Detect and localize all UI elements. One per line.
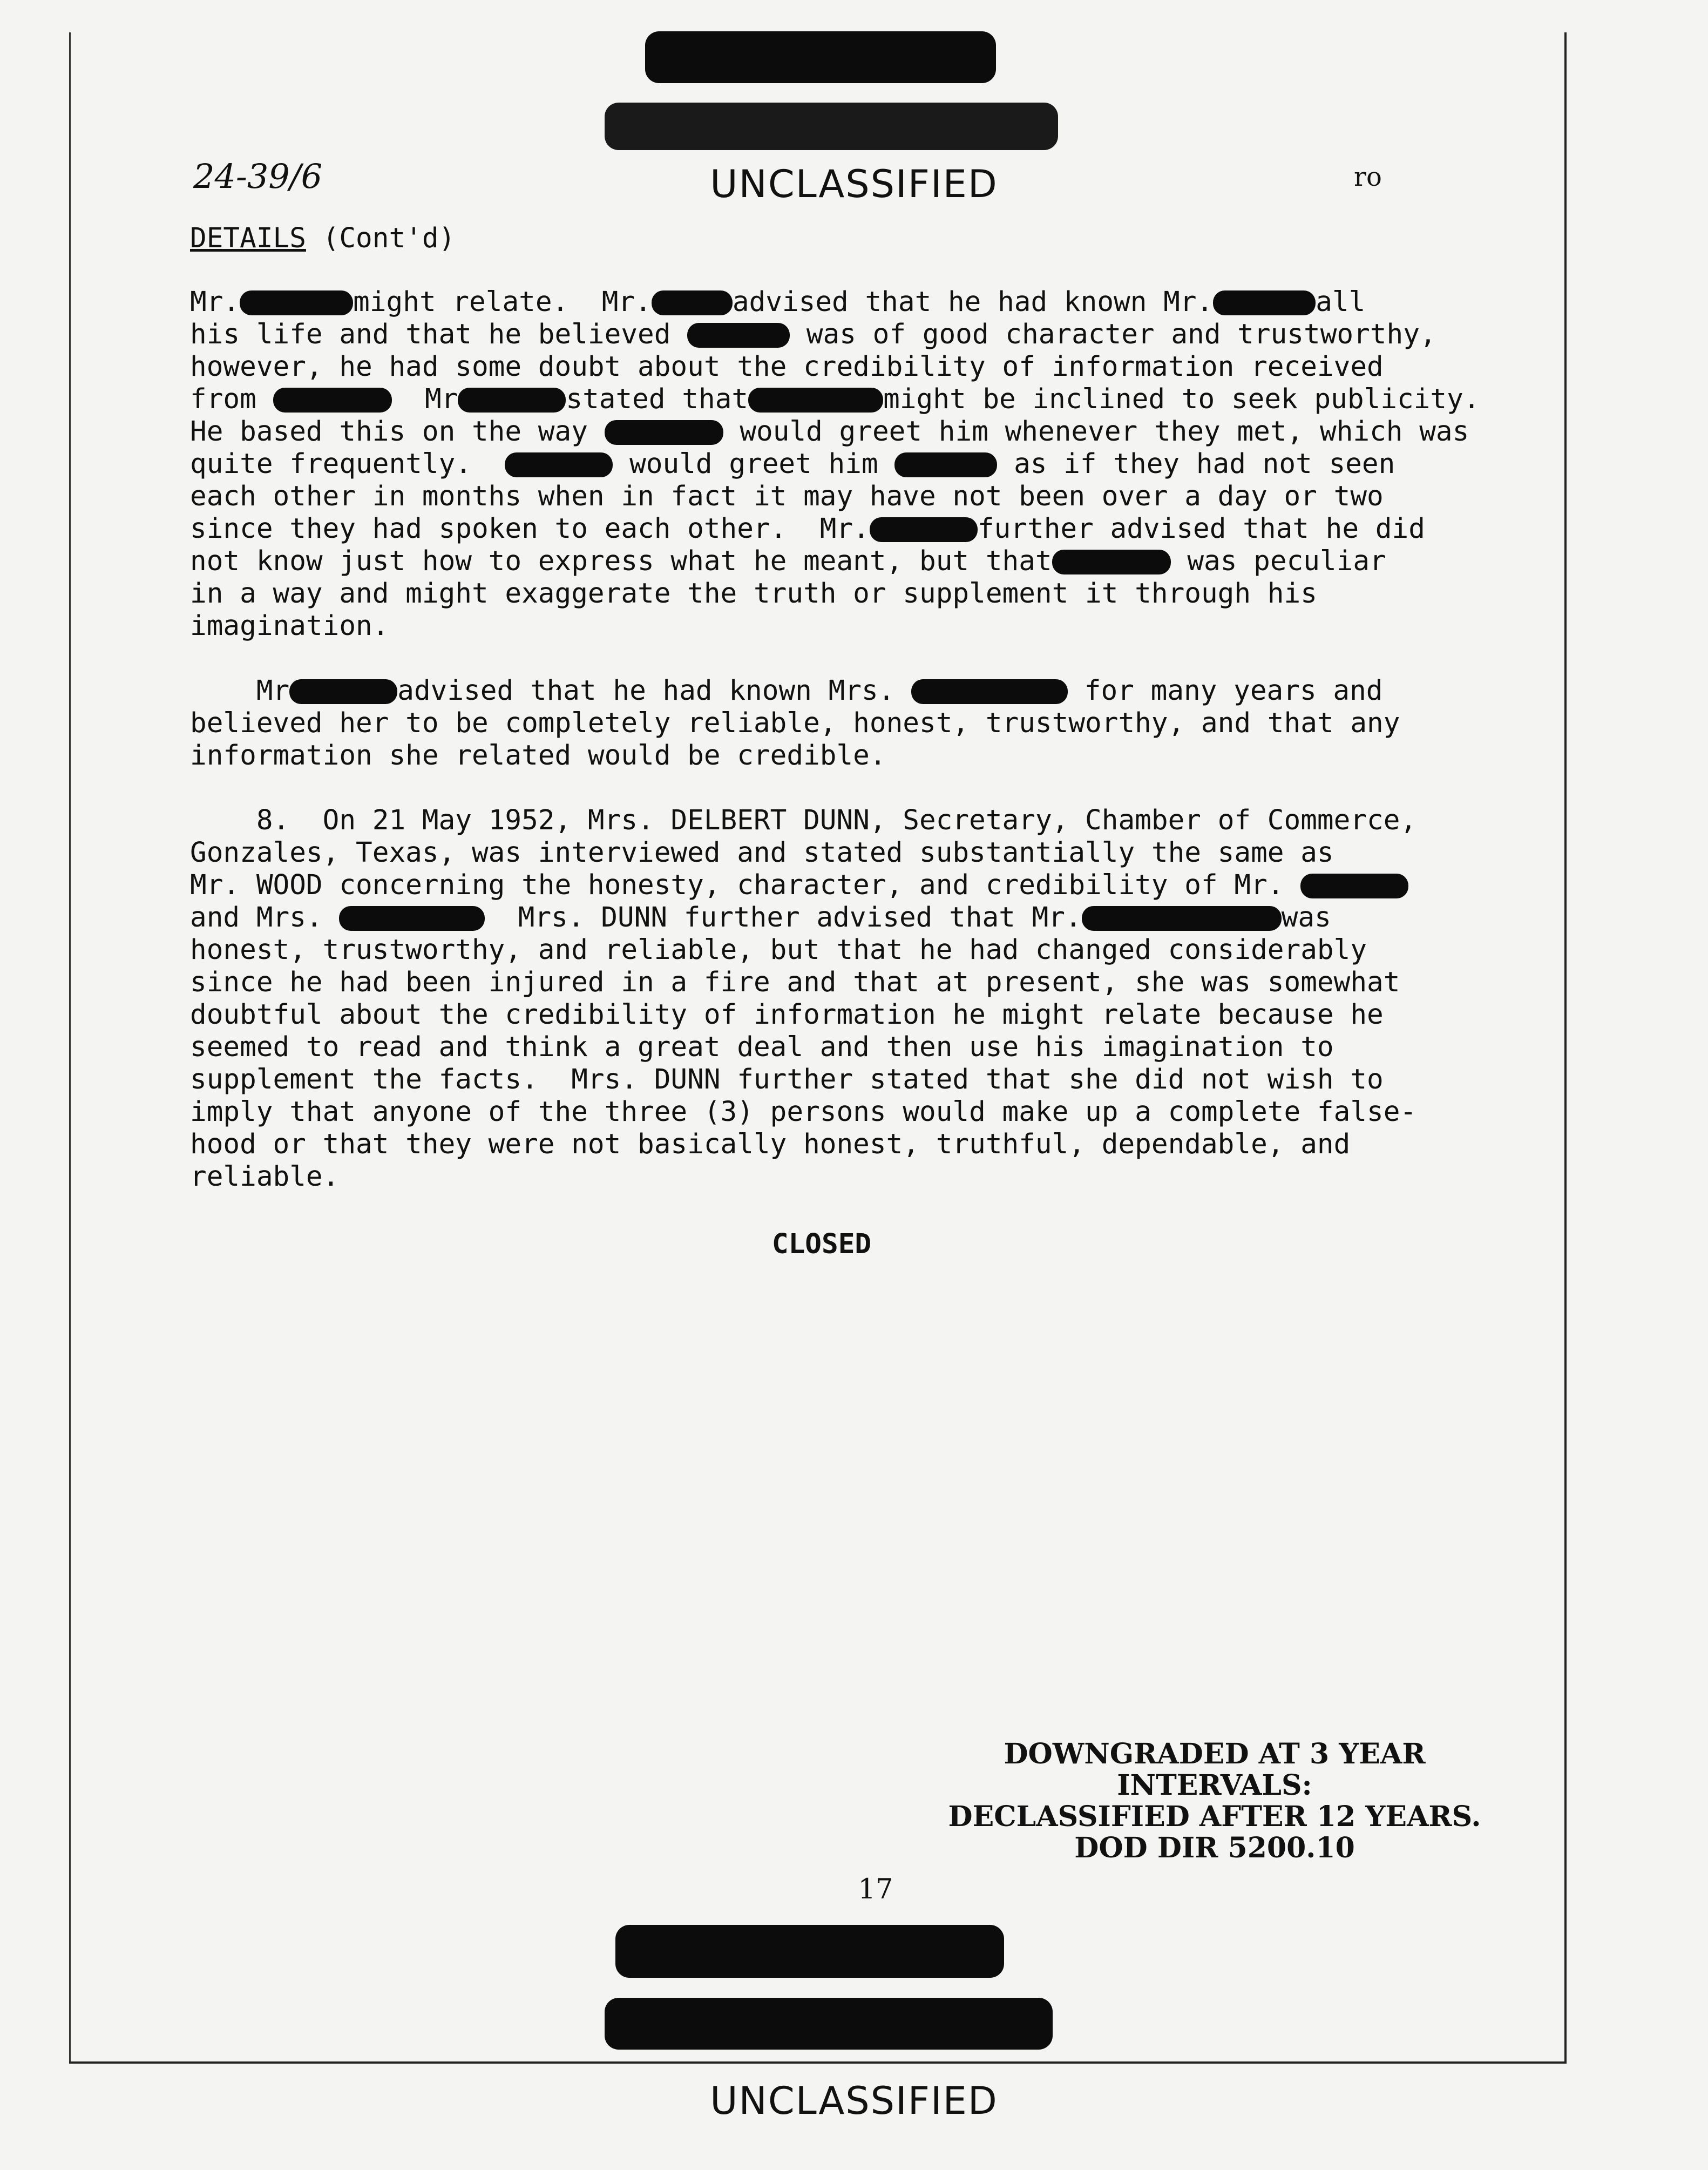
- p1-text-5: was of good character and trustworthy, however, he had some doubt about the credibility of information received from: [190, 319, 1436, 415]
- classification-banner-top: UNCLASSIFIED: [710, 162, 998, 206]
- declass-line-2: DECLASSIFIED AFTER 12 YEARS.: [948, 1800, 1481, 1833]
- p1-text-7: stated that: [566, 383, 749, 415]
- redaction: [505, 452, 613, 477]
- redaction: [1082, 906, 1282, 931]
- redaction-bottom-2: [605, 1998, 1053, 2050]
- declassification-stamp: [918, 1739, 1512, 1864]
- p3-text-4: was honest, trustworthy, and reliable, but that he had changed considerably since he had been injured in a fire and that at present, she was somewhat doubtful about the credibility of information he might relate because he seemed to read and think a great deal and then use his imagination to supplement the facts. Mrs. DUNN further stated that she did not wish to imply that anyone of the three (3) persons would make up a complete false- hood or that they were not basically honest, truthful, dependable, and reliable.: [190, 902, 1417, 1193]
- p1-text-10: would greet him: [613, 448, 895, 480]
- redaction: [273, 388, 392, 413]
- p1-text-6: Mr: [391, 383, 458, 415]
- page-border-right: [1564, 32, 1567, 2063]
- redaction: [1052, 550, 1171, 574]
- redaction-bottom-1: [615, 1925, 1004, 1978]
- redaction: [870, 517, 978, 542]
- redaction: [1300, 874, 1408, 898]
- page-border-bottom: [69, 2061, 1567, 2064]
- page-number: 17: [858, 1874, 893, 1905]
- redaction: [652, 290, 733, 315]
- declass-line-3: DOD DIR 5200.10: [1074, 1831, 1355, 1864]
- paragraph-item-8: [190, 805, 1496, 1193]
- p2-text-1: Mr: [190, 675, 290, 707]
- p1-text-12: further advised that he did not know just how to express what he meant, but that: [190, 513, 1425, 577]
- corner-mark: ro: [1354, 162, 1382, 192]
- redaction: [339, 906, 485, 931]
- redaction: [748, 388, 883, 413]
- file-number: 24-39/6: [193, 157, 323, 196]
- section-title-suffix: (Cont'd): [306, 222, 456, 254]
- p2-text-3: for many years and believed her to be completely reliable, honest, trustworthy, and that any information she related would be credible.: [190, 675, 1400, 772]
- closed-status: CLOSED: [771, 1228, 872, 1260]
- redaction-top-2: [605, 103, 1058, 150]
- p1-text-11: as if they had not seen each other in months when in fact it may have not been over a day or two since they had spoken to each other. Mr.: [190, 448, 1395, 545]
- redaction: [605, 420, 723, 445]
- redaction-top-1: [645, 31, 996, 83]
- p1-text-13: was peculiar in a way and might exaggerate the truth or supplement it through his imagination.: [190, 545, 1386, 642]
- p3-text-1: 8. On 21 May 1952, Mrs. DELBERT DUNN, Secretary, Chamber of Commerce, Gonzales, Texas, was interviewed and stated substantially the same as Mr. WOOD concerning the honesty, character, and credibility of Mr.: [190, 805, 1417, 901]
- redaction: [458, 388, 566, 413]
- p1-text-1: Mr.: [190, 286, 240, 318]
- section-heading: [190, 222, 1496, 255]
- section-title: DETAILS: [190, 222, 306, 254]
- redaction: [687, 323, 790, 348]
- redaction: [911, 679, 1068, 704]
- p1-text-8: might be inclined to seek publicity. He based this on the way: [190, 383, 1480, 448]
- p1-text-2: might relate. Mr.: [353, 286, 652, 318]
- p2-text-2: advised that he had known Mrs.: [397, 675, 912, 707]
- redaction: [240, 290, 353, 315]
- classification-banner-bottom: UNCLASSIFIED: [710, 2079, 998, 2123]
- redaction: [894, 452, 997, 477]
- p1-text-4: all his life and that he believed: [190, 286, 1366, 350]
- p1-text-3: advised that he had known Mr.: [732, 286, 1214, 318]
- p1-text-9: would greet him whenever they met, which was quite frequently.: [190, 416, 1469, 480]
- paragraph-mrs-reliability: [190, 675, 1496, 772]
- p3-text-3: Mrs. DUNN further advised that Mr.: [485, 902, 1082, 934]
- redaction: [289, 679, 397, 704]
- redaction: [1213, 290, 1316, 315]
- paragraph-credibility-assessment: [190, 286, 1496, 643]
- declass-line-1: DOWNGRADED AT 3 YEAR INTERVALS:: [1004, 1738, 1426, 1802]
- page-border-left: [69, 32, 71, 2063]
- p3-text-2: and Mrs.: [190, 902, 323, 934]
